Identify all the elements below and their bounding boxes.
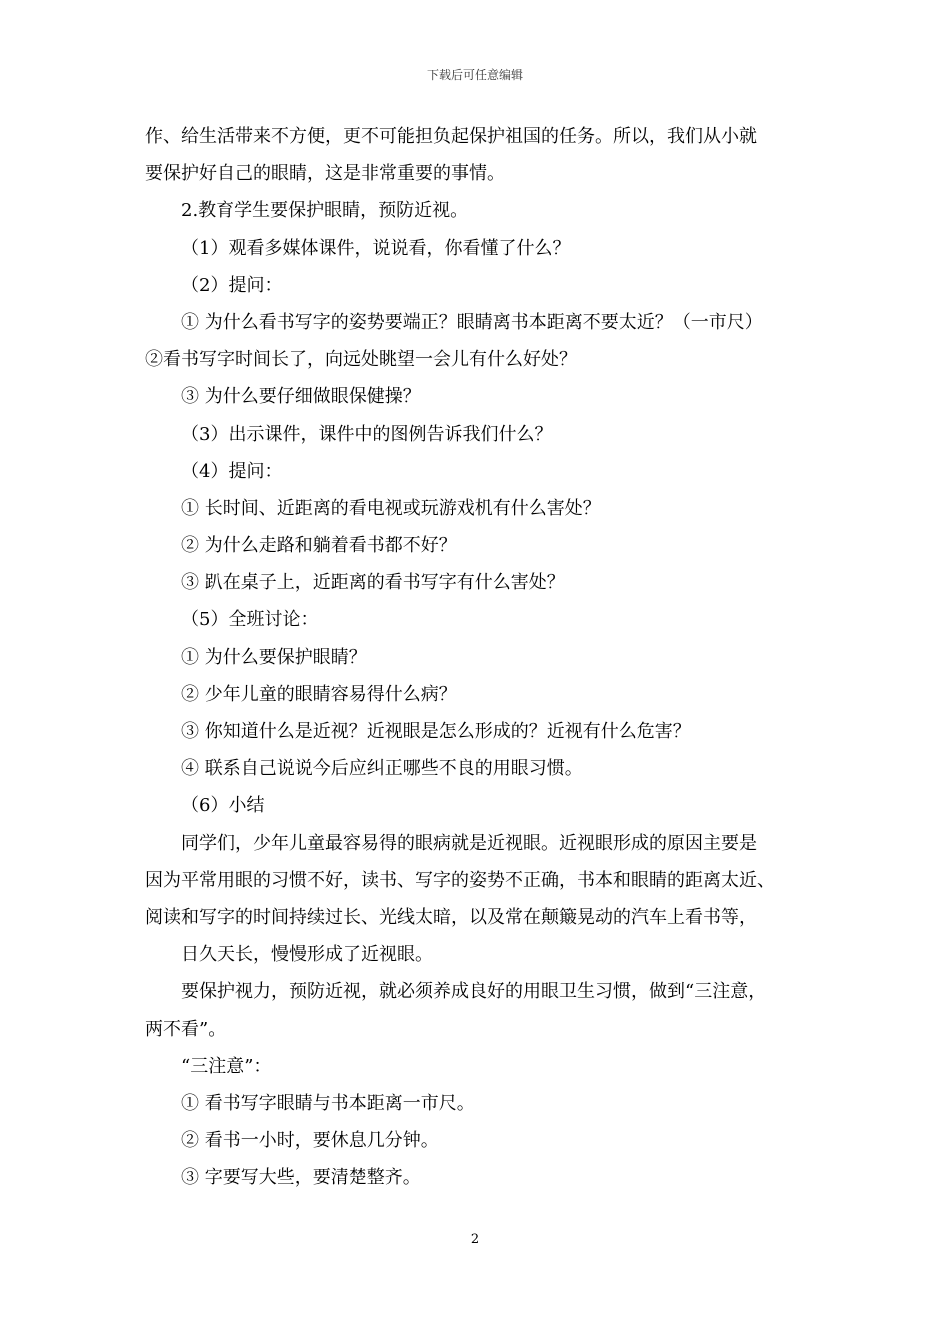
page-number: 2 [470, 1232, 480, 1247]
paragraph-line: （6）小结 [181, 795, 265, 817]
paragraph-line: ① 看书写字眼睛与书本距离一市尺。 [181, 1092, 475, 1114]
paragraph-line: ② 为什么走路和躺着看书都不好？ [181, 535, 457, 557]
paragraph-line: ③ 你知道什么是近视？近视眼是怎么形成的？近视有什么危害？ [181, 721, 691, 742]
paragraph-line: ① 长时间、近距离的看电视或玩游戏机有什么害处？ [181, 497, 601, 519]
paragraph-line: ②看书写字时间长了，向远处眺望一会儿有什么好处？ [145, 349, 577, 371]
paragraph-line: 两不看”。 [145, 1018, 227, 1040]
paragraph-line: ① 为什么要保护眼睛？ [181, 646, 367, 668]
paragraph-line: （5）全班讨论： [181, 609, 319, 631]
paragraph-line: ③ 趴在桌子上，近距离的看书写字有什么害处？ [181, 572, 565, 594]
paragraph-line: ③ 为什么要仔细做眼保健操？ [181, 386, 421, 408]
paragraph-line: ④ 联系自己说说今后应纠正哪些不良的用眼习惯。 [181, 758, 583, 780]
paragraph-line: 要保护好自己的眼睛，这是非常重要的事情。 [145, 163, 505, 185]
paragraph-line: 要保护视力，预防近视，就必须养成良好的用眼卫生习惯，做到“三注意， [181, 981, 767, 1003]
paragraph-line: “三注意”： [181, 1055, 272, 1077]
paragraph-line: 作、给生活带来不方便，更不可能担负起保护祖国的任务。所以，我们从小就 [145, 126, 757, 147]
paragraph-line: （2）提问： [181, 274, 283, 296]
paragraph-line: 因为平常用眼的习惯不好，读书、写字的姿势不正确，书本和眼睛的距离太近、 [145, 869, 775, 891]
paragraph-line: 日久天长，慢慢形成了近视眼。 [181, 944, 433, 966]
paragraph-line: ② 少年儿童的眼睛容易得什么病？ [181, 683, 457, 705]
document-body [145, 118, 815, 1196]
paragraph-line: ② 看书一小时，要休息几分钟。 [181, 1130, 439, 1152]
paragraph-line: （1）观看多媒体课件，说说看，你看懂了什么？ [181, 237, 571, 259]
paragraph-line: （3）出示课件，课件中的图例告诉我们什么？ [181, 423, 553, 445]
paragraph-line: 2.教育学生要保护眼睛，预防近视。 [181, 200, 469, 222]
paragraph-line: ① 为什么看书写字的姿势要端正？眼睛离书本距离不要太近？（一市尺） [181, 311, 763, 333]
paragraph-line: 同学们，少年儿童最容易得的眼病就是近视眼。近视眼形成的原因主要是 [181, 832, 757, 854]
paragraph-line: （4）提问： [181, 460, 283, 482]
paragraph-line: 阅读和写字的时间持续过长、光线太暗，以及常在颠簸晃动的汽车上看书等， [145, 906, 757, 928]
paragraph-line: ③ 字要写大些，要清楚整齐。 [181, 1167, 421, 1189]
page-header: 下载后可任意编辑 [426, 68, 523, 82]
